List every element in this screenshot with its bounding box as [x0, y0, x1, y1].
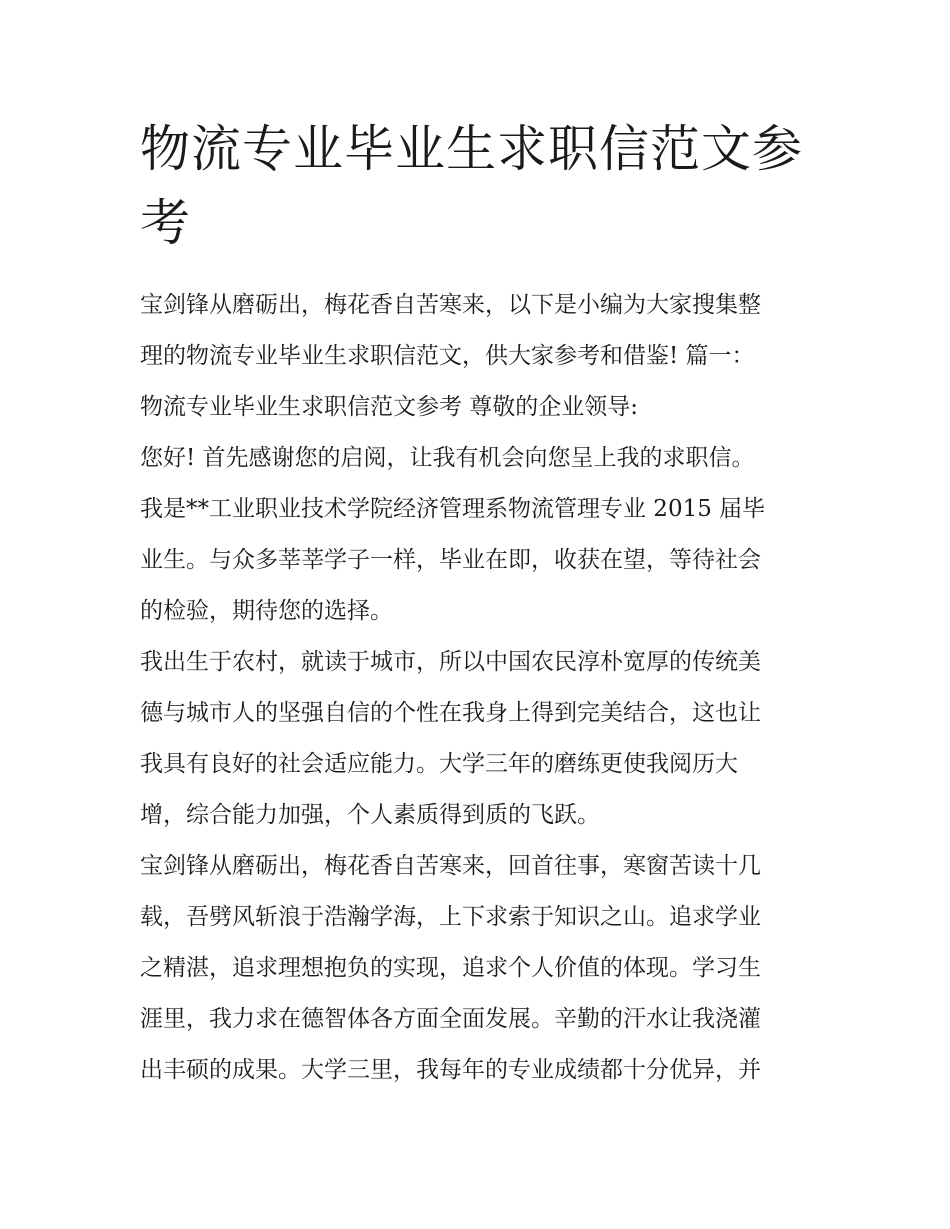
- text-line: 涯里，我力求在德智体各方面全面发展。辛勤的汗水让我浇灌: [140, 1006, 761, 1032]
- text-line: 增，综合能力加强，个人素质得到质的飞跃。: [140, 802, 600, 828]
- text-line: 的检验，期待您的选择。: [140, 598, 393, 624]
- text-line: 我是**工业职业技术学院经济管理系物流管理专业 2015 届毕: [140, 496, 766, 522]
- text-line: 宝剑锋从磨砺出，梅花香自苦寒来，以下是小编为大家搜集整: [140, 292, 761, 318]
- title-line: 物流专业毕业生求职信范文参: [140, 120, 803, 178]
- text-line: 宝剑锋从磨砺出，梅花香自苦寒来，回首往事，寒窗苦读十几: [140, 853, 761, 879]
- document-title: [140, 112, 820, 260]
- text-line: 理的物流专业毕业生求职信范文，供大家参考和借鉴! 篇一：: [140, 343, 755, 369]
- text-line: 出丰硕的成果。大学三里，我每年的专业成绩都十分优异，并: [140, 1057, 761, 1083]
- text-line: 之精湛，追求理想抱负的实现，追求个人价值的体现。学习生: [140, 955, 761, 981]
- document-body: [140, 280, 820, 1096]
- text-line: 业生。与众多莘莘学子一样，毕业在即，收获在望，等待社会: [140, 547, 761, 573]
- text-line: 我具有良好的社会适应能力。大学三年的磨练更使我阅历大: [140, 751, 738, 777]
- text-line: 物流专业毕业生求职信范文参考 尊敬的企业领导:: [140, 394, 639, 420]
- text-line: 德与城市人的坚强自信的个性在我身上得到完美结合，这也让: [140, 700, 761, 726]
- text-line: 载，吾劈风斩浪于浩瀚学海，上下求索于知识之山。追求学业: [140, 904, 761, 930]
- title-line: 考: [140, 194, 191, 252]
- text-line: 您好! 首先感谢您的启阅，让我有机会向您呈上我的求职信。: [140, 445, 755, 471]
- text-line: 我出生于农村，就读于城市，所以中国农民淳朴宽厚的传统美: [140, 649, 761, 675]
